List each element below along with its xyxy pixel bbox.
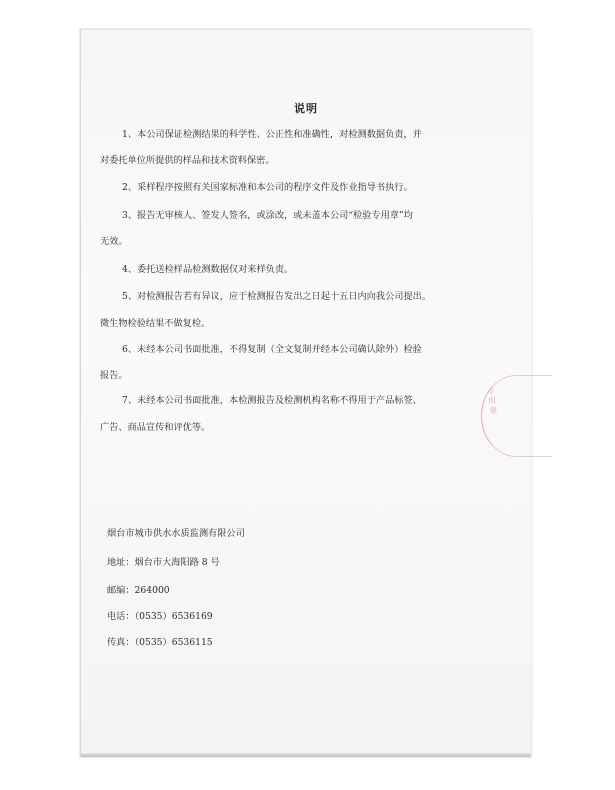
address: 地址：烟台市大海阳路 8 号 [107,557,220,568]
company-name: 烟台市城市供水水质监测有限公司 [107,528,245,539]
document-title: 说明 [294,102,318,115]
item-3-line-2: 无效。 [100,236,128,247]
item-2-line-1: 2、采样程序按照有关国家标准和本公司的程序文件及作业指导书执行。 [122,182,413,193]
postcode: 邮编：264000 [107,585,170,596]
fax: 传真：（0535）6536115 [107,637,213,648]
item-4-line-1: 4、委托送检样品检测数据仅对来样负责。 [122,264,294,275]
item-6-line-1: 6、未经本公司书面批准，不得复制（全文复制并经本公司确认除外）检验 [122,344,422,355]
item-7-line-2: 广告、商品宣传和评优等。 [100,422,211,433]
item-6-line-2: 报告。 [100,370,128,381]
official-stamp-fragment [481,375,552,457]
item-5-line-1: 5、对检测报告若有异议，应于检测报告发出之日起十五日内向我公司提出。 [122,291,432,302]
document-page [80,29,531,757]
item-5-line-2: 微生物检验结果不做复检。 [100,318,211,329]
item-3-line-1: 3、报告无审核人、签发人签名，或涂改，或未盖本公司“检验专用章”均 [122,210,413,221]
item-1-line-2: 对委托单位所提供的样品和技术资料保密。 [100,155,275,166]
item-7-line-1: 7、未经本公司书面批准，本检测报告及检测机构名称不得用于产品标签、 [122,395,422,406]
stamp-text: 专用章 [485,386,498,416]
phone: 电话：（0535）6536169 [107,611,213,622]
item-1-line-1: 1、本公司保证检测结果的科学性、公正性和准确性，对检测数据负责，并 [122,129,422,140]
